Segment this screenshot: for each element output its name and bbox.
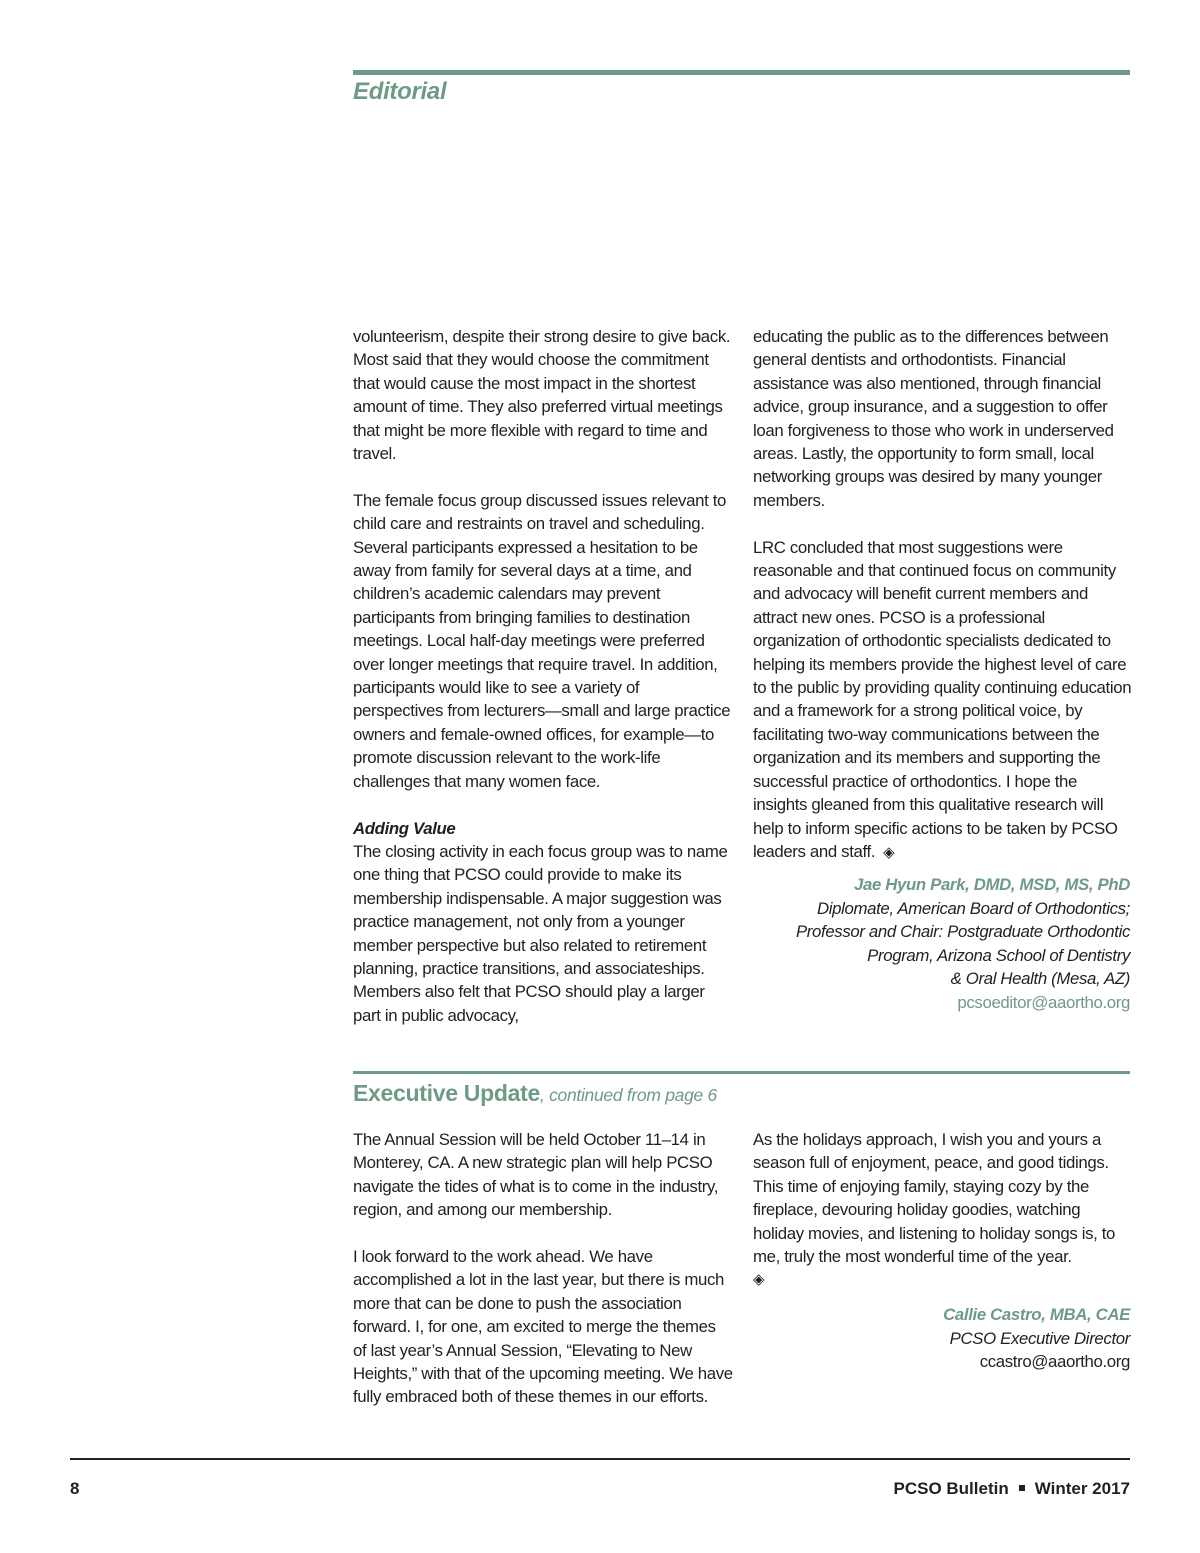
- editorial-left-column: [353, 325, 733, 1027]
- continued-from-note: , continued from page 6: [539, 1085, 717, 1105]
- executive-paragraph: The Annual Session will be held October 11–14 in Monterey, CA. A new strategic plan will help PCSO navigate the tides of what is to come in the industry, region, and among our membership.: [353, 1130, 719, 1220]
- executive-left-column: [353, 1128, 733, 1409]
- editorial-paragraph: educating the public as to the differences between general dentists and orthodontists. Financial assistance was also mentioned, through financial advice, group insurance, and a suggestion to offer loan forgiveness to those who work in underserved areas. Lastly, the opportunity to form small, local networking groups was desired by many younger members.: [753, 327, 1114, 510]
- executive-paragraph: As the holidays approach, I wish you and yours a season full of enjoyment, peace, and good tidings. This time of enjoying family, staying cozy by the fireplace, devouring holiday goodies, watching holiday movies, and listening to holiday songs is, to me, truly the most wonderful time of the year.: [753, 1130, 1116, 1267]
- end-mark-icon: ◈: [753, 1271, 765, 1289]
- editorial-paragraph: The closing activity in each focus group was to name one thing that PCSO could provide to make its membership indispensable. A major suggestion was practice management, not only from a younger member perspective but also related to retirement planning, practice transitions, and associateships. Members also felt that PCSO should play a larger part in public advocacy,: [353, 841, 728, 1025]
- author-position: Program, Arizona School of Dentistry: [867, 945, 1130, 965]
- author-email[interactable]: pcsoeditor@aaortho.org: [957, 992, 1130, 1012]
- author-name: Jae Hyun Park, DMD, MSD, MS, PhD: [853, 875, 1130, 894]
- editorial-paragraph-text: LRC concluded that most suggestions were reasonable and that continued focus on community and advocacy will benefit current members and attract new ones. PCSO is a professional organization of orthodontic specialists dedicated to helping its members provide the highest level of care to the public by providing quality continuing education and a framework for a strong political voice, by facilitating two-way communications between the organization and its members and supporting the successful practice of orthodontics. I hope the insights gleaned from this qualitative research will help to inform specific actions to be taken by PCSO leaders and staff.: [753, 537, 1132, 861]
- executive-update-title: Executive Update: [353, 1080, 540, 1106]
- section-top-rule: [353, 70, 1130, 75]
- author-credential: Diplomate, American Board of Orthodontics;: [817, 898, 1130, 918]
- executive-paragraph: I look forward to the work ahead. We have accomplished a lot in the last year, but there is much more that can be done to push the association forward. I, for one, am excited to merge the themes of last year’s Annual Session, “Elevating to New Heights,” with that of the upcoming meeting. We have fully embraced both of these themes in our efforts.: [353, 1247, 733, 1407]
- editorial-signature: [710, 873, 1130, 1014]
- separator-square-icon: [1019, 1485, 1025, 1491]
- issue-date: Winter 2017: [1034, 1479, 1130, 1498]
- author-position: Professor and Chair: Postgraduate Orthodontic: [795, 922, 1130, 941]
- publication-name: PCSO Bulletin: [893, 1479, 1009, 1498]
- author-title: PCSO Executive Director: [949, 1328, 1130, 1348]
- author-email[interactable]: ccastro@aaortho.org: [979, 1352, 1130, 1371]
- editorial-paragraph: [753, 536, 1133, 865]
- author-position: & Oral Health (Mesa, AZ): [950, 969, 1130, 988]
- end-mark-icon: ◈: [883, 843, 895, 861]
- footer-rule: [70, 1458, 1130, 1460]
- executive-signature: [750, 1303, 1130, 1374]
- executive-right-column: [753, 1128, 1133, 1292]
- editorial-paragraph: The female focus group discussed issues relevant to child care and restraints on travel and scheduling. Several participants expressed a hesitation to be away from family for several days at a time, and children’s academic calendars may prevent participants from bringing families to destination meetings. Local half-day meetings were preferred over longer meetings that require travel. In addition, participants would like to see a variety of perspectives from lecturers—small and large practice owners and female-owned offices, for example—to promote discussion relevant to the work-life challenges that many women face.: [353, 490, 731, 791]
- page-number: 8: [70, 1479, 80, 1498]
- editorial-subhead: Adding Value: [353, 818, 456, 838]
- section-label: Editorial: [353, 78, 447, 105]
- author-name: Callie Castro, MBA, CAE: [943, 1305, 1130, 1324]
- section-divider-rule: [353, 1071, 1130, 1074]
- executive-update-heading: [353, 1080, 717, 1107]
- footer-publication: [893, 1479, 1130, 1499]
- editorial-right-column: [753, 325, 1133, 864]
- editorial-paragraph: volunteerism, despite their strong desire to give back. Most said that they would choose the commitment that would cause the most impact in the shortest amount of time. They also preferred virtual meetings that might be more flexible with regard to time and travel.: [353, 327, 731, 464]
